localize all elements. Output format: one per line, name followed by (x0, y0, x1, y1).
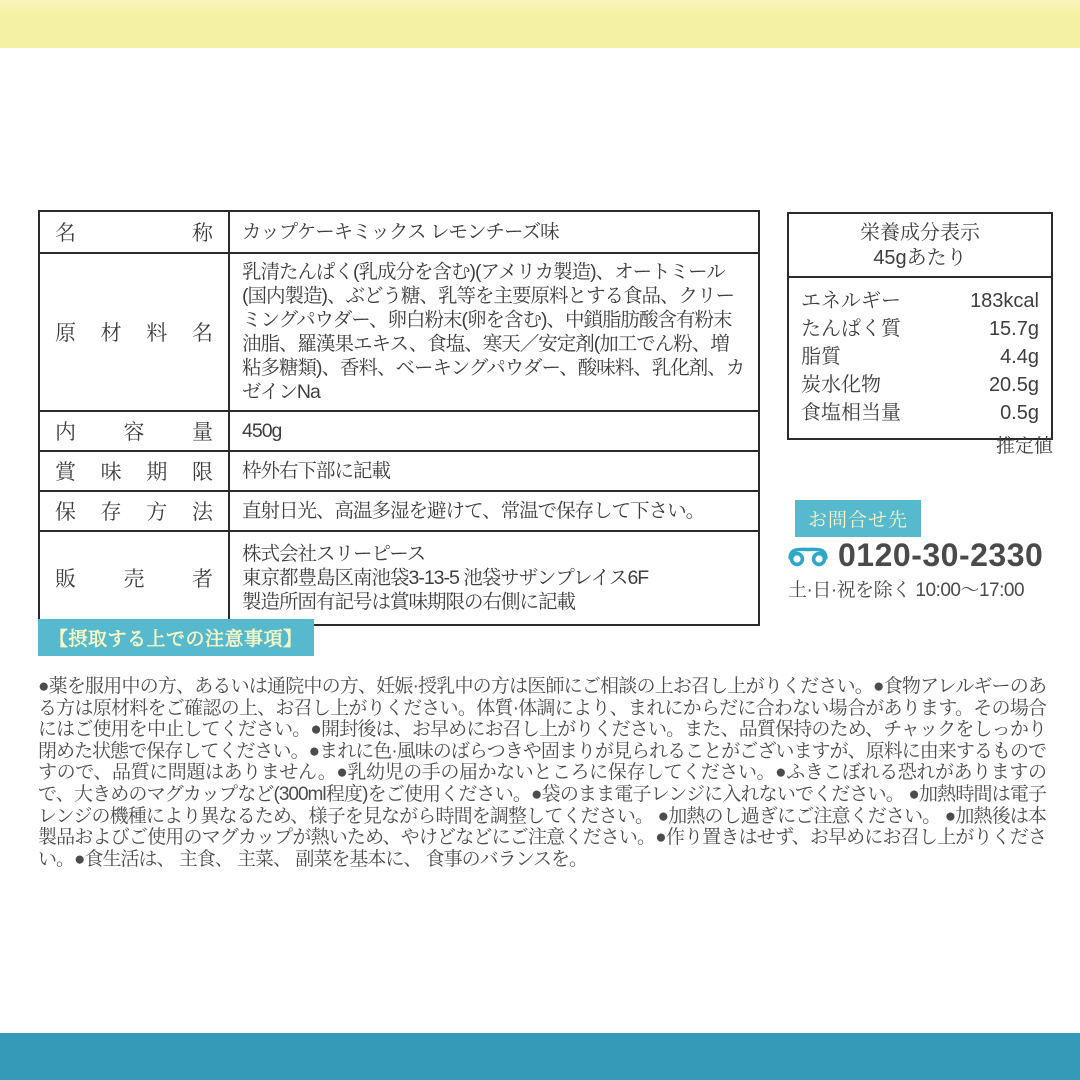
nutrition-row-fat: 脂質 4.4g (801, 346, 1039, 368)
nutrition-row-energy: エネルギー 183kcal (801, 290, 1039, 312)
row-value-ingredients: 乳清たんぱく(乳成分を含む)(アメリカ製造)、オートミール(国内製造)、ぶどう糖、乳等を主要原料とする食品、クリーミングパウダー、卵白粉末(卵を含む)、中鎖脂肪酸含有粉末油脂、羅漢果エキス、食塩、寒天／安定剤(加工でん粉、増粘多糖類)、香料、ベーキングパウダー、酸味料、乳化剤、カゼインNa (242, 261, 745, 403)
nutrition-title: 栄養成分表示 (860, 222, 980, 244)
seller-factory-code-note: 製造所固有記号は賞味期限の右側に記載 (242, 591, 576, 613)
row-label-ingredients: 原 材 料 名 (40, 254, 230, 410)
nutrition-header (789, 214, 1051, 278)
table-row-ingredients (40, 254, 758, 412)
seller-address: 東京都豊島区南池袋3-13-5 池袋サザンプレイス6F (242, 567, 649, 589)
seller-company: 株式会社スリーピース (242, 543, 426, 565)
nutrition-serving: 45gあたり (873, 247, 967, 269)
contact-hours: 土·日·祝を除く 10:00～17:00 (788, 580, 1025, 601)
row-label-seller: 販 売 者 (40, 532, 230, 624)
row-label-name: 名 称 (40, 212, 230, 252)
row-label-storage: 保 存 方 法 (40, 492, 230, 530)
table-row-best-before (40, 452, 758, 492)
top-accent-bar (0, 0, 1080, 48)
table-row-net-content (40, 412, 758, 452)
phone-number: 0120-30-2330 (838, 537, 1044, 573)
product-spec-table (38, 210, 760, 626)
caution-heading-badge: 【摂取する上での注意事項】 (38, 619, 314, 656)
row-value-storage: 直射日光、高温多湿を避けて、常温で保存して下さい。 (242, 500, 705, 522)
contact-badge: お問合せ先 (795, 500, 921, 537)
table-row-name (40, 212, 758, 254)
nutrition-row-protein: たんぱく質 15.7g (801, 318, 1039, 340)
nutrition-estimate-note: 推定値 (995, 436, 1053, 457)
caution-body-text: ●薬を服用中の方、あるいは通院中の方、妊娠·授乳中の方は医師にご相談の上お召し上がりください。●食物アレルギーのある方は原材料をご確認の上、お召し上がりください。体質·体調により、まれにからだに合わない場合があります。その場合にはご使用を中止してください。●開封後は、お早めにお召し上がりください。また、品質保持のため、チャックをしっかり閉めた状態で保存してください。●まれに色·風味のばらつきや固まりが見られることがございますが、原料に由来するものですので、品質に問題はありません。●乳幼児の手の届かないところに保存してください。●ふきこぼれる恐れがありますので、大きめのマグカップなど(300ml程度)をご使用ください。●袋のまま電子レンジに入れないでください。 ●加熱時間は電子レンジの機種により異なるため、様子を見ながら時間を調整してください。 ●加熱のし過ぎにご注意ください。 ●加熱後は本製品およびご使用のマグカップが熱いため、やけどなどにご注意ください。●作り置きはせず、お早めにお召し上がりください。●食生活は、 主食、 主菜、 副菜を基本に、 食事のバランスを。 (38, 676, 1046, 870)
table-row-storage (40, 492, 758, 532)
row-label-best-before: 賞 味 期 限 (40, 452, 230, 490)
row-value-seller (230, 532, 758, 624)
nutrition-row-carbs: 炭水化物 20.5g (801, 374, 1039, 396)
contact-phone-row (787, 537, 1043, 574)
nutrition-row-salt: 食塩相当量 0.5g (801, 402, 1039, 424)
nutrition-rows (789, 278, 1051, 438)
bottom-accent-bar (0, 1033, 1080, 1080)
freedial-icon (787, 542, 829, 569)
row-value-best-before: 枠外右下部に記載 (242, 460, 391, 482)
table-row-seller (40, 532, 758, 624)
row-value-net-content: 450g (242, 420, 282, 442)
row-value-name: カップケーキミックス レモンチーズ味 (242, 221, 559, 243)
row-label-net-content: 内 容 量 (40, 412, 230, 450)
nutrition-table (787, 212, 1053, 440)
